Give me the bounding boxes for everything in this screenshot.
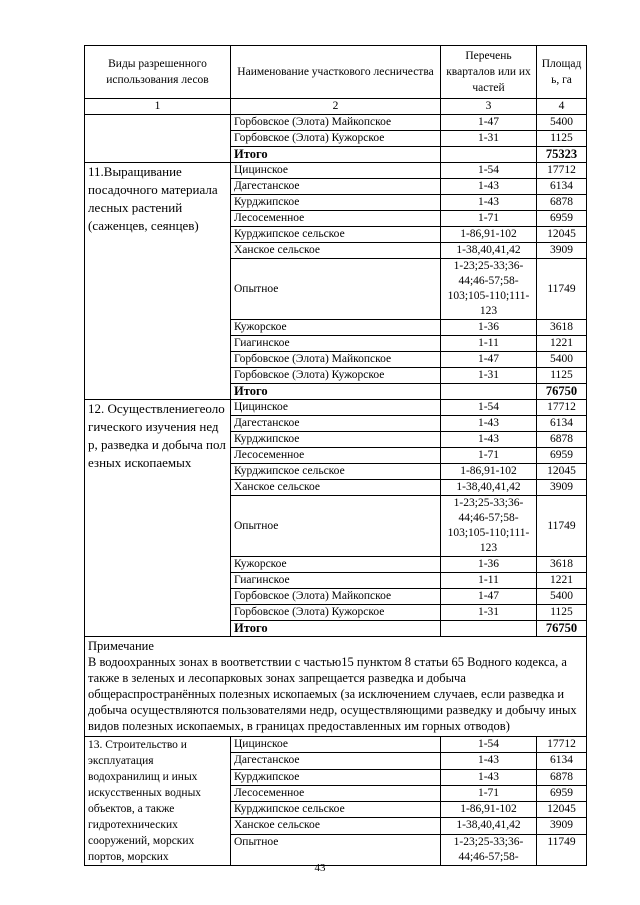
- col-number: 4: [537, 99, 587, 115]
- table-row: [85, 163, 587, 179]
- quarters: 1-86,91-102: [441, 464, 537, 480]
- quarters: 1-71: [441, 448, 537, 464]
- total-value: 75323: [537, 147, 587, 163]
- column-number-row: [85, 99, 587, 115]
- total-label: Итого: [231, 621, 441, 637]
- area: 1221: [537, 336, 587, 352]
- area: 6959: [537, 211, 587, 227]
- forestry-name: Гиагинское: [231, 573, 441, 589]
- quarters: 1-54: [441, 737, 537, 753]
- use-type-11: 11.Выращивание посадочного материала лесных растений (саженцев, сеянцев): [85, 163, 231, 400]
- header-row: [85, 46, 587, 99]
- forestry-name: Ханское сельское: [231, 243, 441, 259]
- quarters: 1-86,91-102: [441, 802, 537, 818]
- area: 3909: [537, 480, 587, 496]
- quarters: 1-23;25-33;36-44;46-57;58-: [441, 834, 537, 866]
- area: 12045: [537, 802, 587, 818]
- quarters: 1-31: [441, 131, 537, 147]
- quarters: 1-86,91-102: [441, 227, 537, 243]
- header-use: Виды разрешенного использования лесов: [85, 46, 231, 99]
- forestry-name: Ханское сельское: [231, 480, 441, 496]
- total-empty: [441, 621, 537, 637]
- quarters: 1-23;25-33;36-44;46-57;58-103;105-110;111-123: [441, 496, 537, 557]
- forestry-name: Дагестанское: [231, 179, 441, 195]
- area: 1125: [537, 131, 587, 147]
- area: 6959: [537, 448, 587, 464]
- area: 11749: [537, 834, 587, 866]
- area: 1125: [537, 368, 587, 384]
- area: 6134: [537, 416, 587, 432]
- quarters: 1-43: [441, 195, 537, 211]
- header-forestry: Наименование участкового лесничества: [231, 46, 441, 99]
- quarters: 1-43: [441, 432, 537, 448]
- quarters: 1-43: [441, 416, 537, 432]
- area: 6134: [537, 753, 587, 769]
- quarters: 1-36: [441, 320, 537, 336]
- area: 3618: [537, 320, 587, 336]
- quarters: 1-11: [441, 336, 537, 352]
- area: 3909: [537, 243, 587, 259]
- forestry-name: Кужорское: [231, 557, 441, 573]
- total-value: 76750: [537, 621, 587, 637]
- area: 6878: [537, 195, 587, 211]
- quarters: 1-36: [441, 557, 537, 573]
- header-quarters: Перечень кварталов или их частей: [441, 46, 537, 99]
- area: 3909: [537, 818, 587, 834]
- area: 5400: [537, 352, 587, 368]
- forestry-name: Опытное: [231, 834, 441, 866]
- forestry-name: Горбовское (Элота) Майкопское: [231, 115, 441, 131]
- area: 5400: [537, 115, 587, 131]
- area: 12045: [537, 227, 587, 243]
- use-cell-empty: [85, 115, 231, 163]
- area: 1125: [537, 605, 587, 621]
- forestry-name: Лесосеменное: [231, 211, 441, 227]
- total-empty: [441, 147, 537, 163]
- area: 12045: [537, 464, 587, 480]
- table-row: [85, 115, 587, 131]
- area: 17712: [537, 400, 587, 416]
- forestry-name: Курджипское: [231, 769, 441, 785]
- total-label: Итого: [231, 147, 441, 163]
- quarters: 1-31: [441, 605, 537, 621]
- col-number: 2: [231, 99, 441, 115]
- forestry-name: Курджипское сельское: [231, 464, 441, 480]
- total-label: Итого: [231, 384, 441, 400]
- use-type-12: 12. Осуществлениегеологического изучения недр, разведка и добыча полезных ископаемых: [85, 400, 231, 637]
- note-cell: [85, 637, 587, 737]
- area: 6959: [537, 785, 587, 801]
- area: 6134: [537, 179, 587, 195]
- note-text: В водоохранных зонах в воответствии с частью15 пунктом 8 статьи 65 Водного кодекса, а также в зеленых и лесопарковых зонах запрещается разведка и добыча общераспространённых полезных ископаемых (за исключением случаев, если разведка и добыча осуществляются пользователями недр, осуществляющими разведку и добычу иных видов полезных ископаемых, в границах предоставленных им горных отводов): [88, 655, 577, 733]
- quarters: 1-54: [441, 400, 537, 416]
- forestry-name: Кужорское: [231, 320, 441, 336]
- forestry-name: Горбовское (Элота) Майкопское: [231, 352, 441, 368]
- forestry-name: Горбовское (Элота) Кужорское: [231, 605, 441, 621]
- forestry-name: Курджипское: [231, 432, 441, 448]
- quarters: 1-43: [441, 769, 537, 785]
- forestry-name: Цицинское: [231, 737, 441, 753]
- quarters: 1-54: [441, 163, 537, 179]
- forestry-name: Цицинское: [231, 400, 441, 416]
- area: 17712: [537, 737, 587, 753]
- col-number: 1: [85, 99, 231, 115]
- forestry-name: Курджипское: [231, 195, 441, 211]
- col-number: 3: [441, 99, 537, 115]
- quarters: 1-71: [441, 785, 537, 801]
- total-value: 76750: [537, 384, 587, 400]
- forestry-name: Лесосеменное: [231, 448, 441, 464]
- quarters: 1-47: [441, 352, 537, 368]
- table-row: [85, 400, 587, 416]
- forestry-name: Опытное: [231, 496, 441, 557]
- area: 5400: [537, 589, 587, 605]
- forestry-name: Дагестанское: [231, 753, 441, 769]
- quarters: 1-38,40,41,42: [441, 818, 537, 834]
- quarters: 1-47: [441, 589, 537, 605]
- table-row: [85, 737, 587, 753]
- forestry-name: Дагестанское: [231, 416, 441, 432]
- forestry-name: Гиагинское: [231, 336, 441, 352]
- note-title: Примечание: [88, 639, 154, 653]
- area: 3618: [537, 557, 587, 573]
- header-area: Площад ь, га: [537, 46, 587, 99]
- quarters: 1-43: [441, 753, 537, 769]
- area: 17712: [537, 163, 587, 179]
- forest-use-table: [84, 45, 587, 866]
- quarters: 1-38,40,41,42: [441, 480, 537, 496]
- forestry-name: Лесосеменное: [231, 785, 441, 801]
- forestry-name: Горбовское (Элота) Кужорское: [231, 131, 441, 147]
- forestry-name: Цицинское: [231, 163, 441, 179]
- quarters: 1-11: [441, 573, 537, 589]
- note-row: [85, 637, 587, 737]
- area: 6878: [537, 432, 587, 448]
- area: 6878: [537, 769, 587, 785]
- forestry-name: Опытное: [231, 259, 441, 320]
- forestry-name: Горбовское (Элота) Кужорское: [231, 368, 441, 384]
- forestry-name: Ханское сельское: [231, 818, 441, 834]
- quarters: 1-71: [441, 211, 537, 227]
- forestry-name: Курджипское сельское: [231, 802, 441, 818]
- quarters: 1-23;25-33;36-44;46-57;58-103;105-110;111-123: [441, 259, 537, 320]
- use-type-13: 13. Строительство и эксплуатация водохранилищ и иных искусственных водных объектов, а также гидротехнических сооружений, морских портов, морских: [85, 737, 231, 866]
- quarters: 1-47: [441, 115, 537, 131]
- area: 1221: [537, 573, 587, 589]
- forestry-name: Курджипское сельское: [231, 227, 441, 243]
- forestry-name: Горбовское (Элота) Майкопское: [231, 589, 441, 605]
- area: 11749: [537, 259, 587, 320]
- page-number: 43: [314, 862, 326, 874]
- total-empty: [441, 384, 537, 400]
- quarters: 1-31: [441, 368, 537, 384]
- quarters: 1-38,40,41,42: [441, 243, 537, 259]
- area: 11749: [537, 496, 587, 557]
- quarters: 1-43: [441, 179, 537, 195]
